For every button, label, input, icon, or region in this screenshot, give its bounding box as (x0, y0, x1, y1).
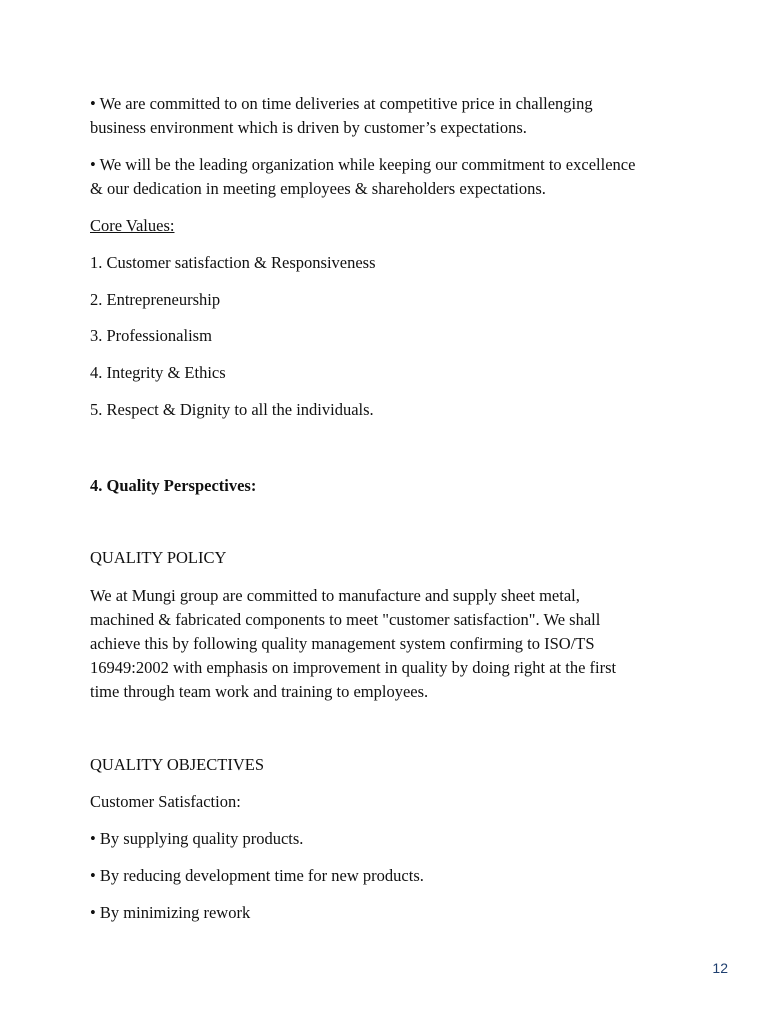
section-4-heading: 4. Quality Perspectives: (90, 476, 257, 495)
core-value-item: 4. Integrity & Ethics (90, 363, 226, 382)
page-number: 12 (712, 960, 728, 976)
quality-policy-line: 16949:2002 with emphasis on improvement in quality by doing right at the first (90, 658, 617, 677)
core-values-heading: Core Values: (90, 216, 175, 235)
objective-item: • By minimizing rework (90, 903, 251, 922)
quality-policy-line: achieve this by following quality management system confirming to ISO/TS (90, 634, 595, 653)
objective-item: • By reducing development time for new products. (90, 866, 424, 885)
core-value-item: 5. Respect & Dignity to all the individuals. (90, 400, 374, 419)
quality-policy-line: time through team work and training to employees. (90, 682, 429, 701)
quality-policy-line: We at Mungi group are committed to manufacture and supply sheet metal, (90, 586, 580, 605)
quality-policy-heading: QUALITY POLICY (90, 548, 227, 567)
quality-policy-line: machined & fabricated components to meet "customer satisfaction". We shall (90, 610, 601, 629)
mission-bullet-2-line-2: & our dedication in meeting employees & shareholders expectations. (90, 179, 546, 198)
objective-item: • By supplying quality products. (90, 829, 304, 848)
core-value-item: 2. Entrepreneurship (90, 290, 221, 309)
core-value-item: 3. Professionalism (90, 326, 212, 345)
mission-bullet-2-line-1: • We will be the leading organization while keeping our commitment to excellence (90, 155, 636, 174)
quality-objectives-heading: QUALITY OBJECTIVES (90, 755, 264, 774)
mission-bullet-1-line-1: • We are committed to on time deliveries at competitive price in challenging (90, 94, 593, 113)
mission-bullet-1-line-2: business environment which is driven by customer’s expectations. (90, 118, 527, 137)
customer-satisfaction-subheading: Customer Satisfaction: (90, 792, 241, 811)
core-value-item: 1. Customer satisfaction & Responsiveness (90, 253, 376, 272)
